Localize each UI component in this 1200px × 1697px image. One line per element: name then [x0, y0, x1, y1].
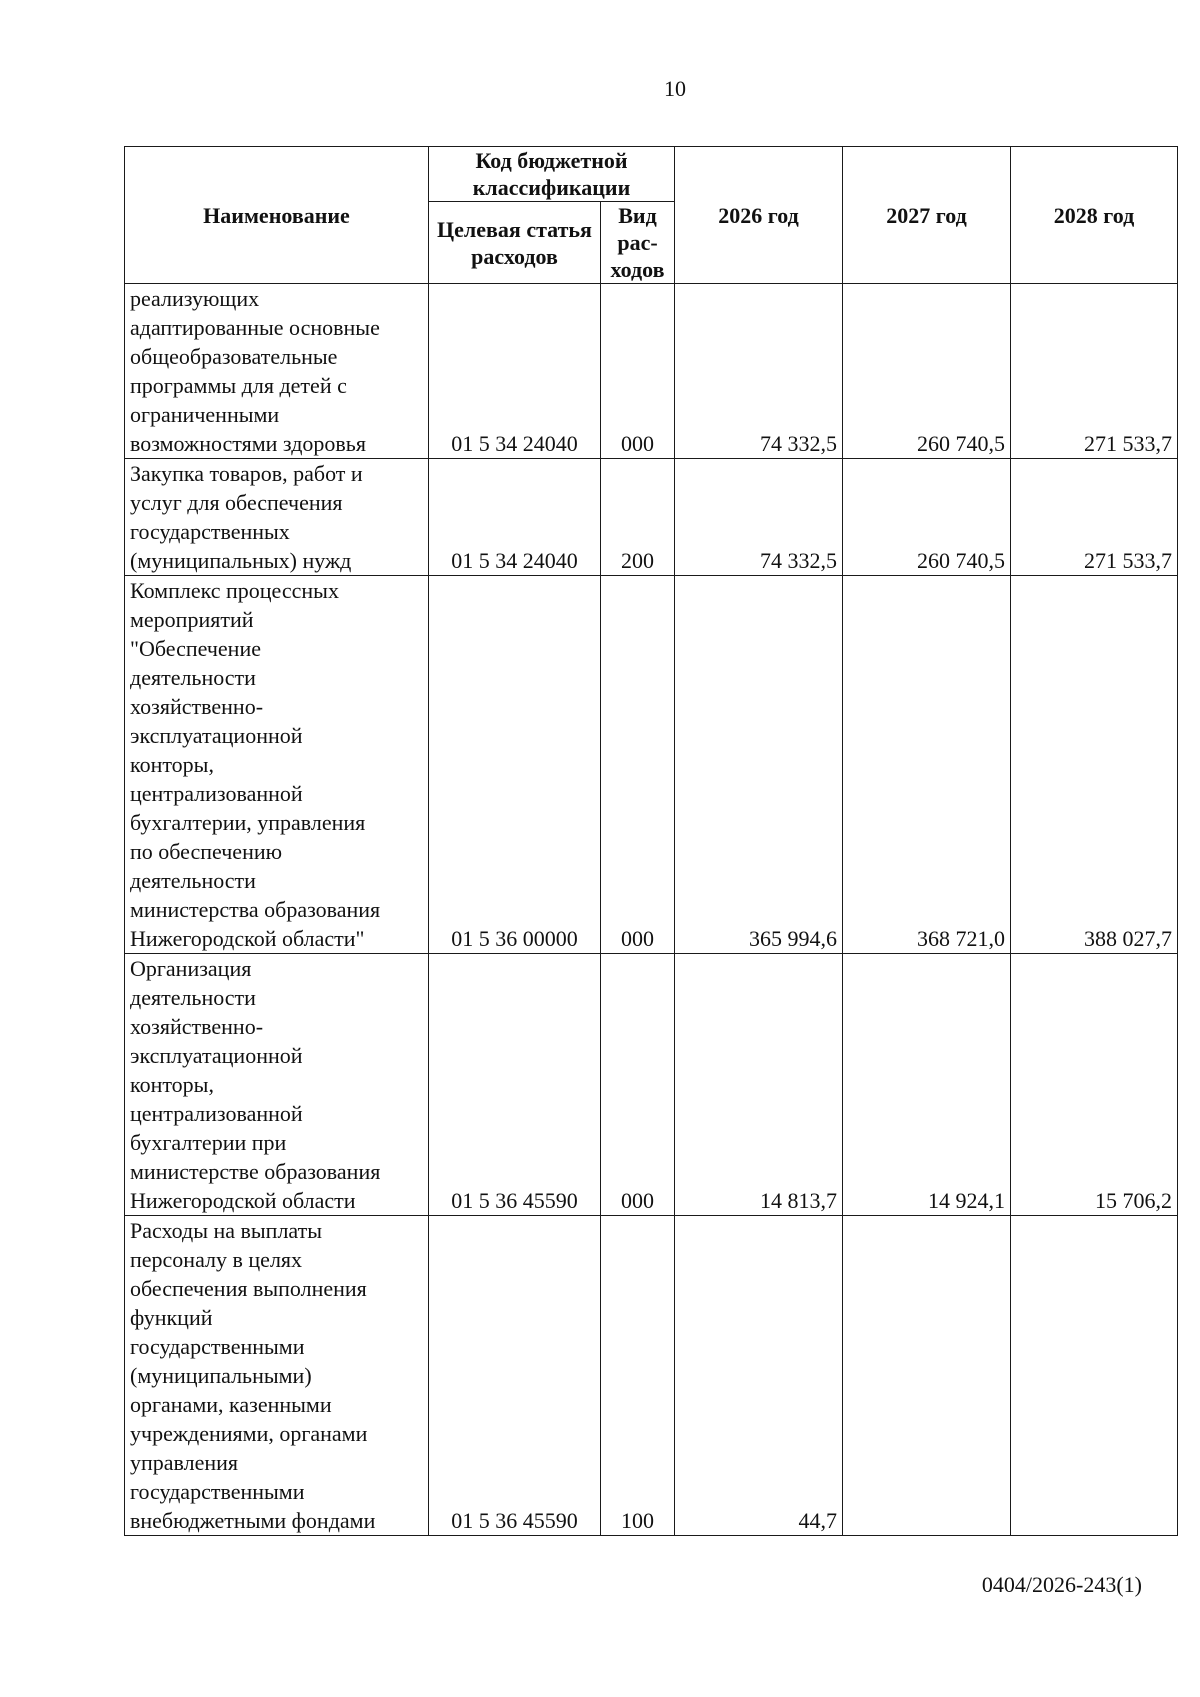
row-expense-type: 200 — [601, 459, 675, 576]
row-expense-type: 000 — [601, 284, 675, 459]
document-number: 0404/2026-243(1) — [981, 1572, 1142, 1597]
row-target-article: 01 5 34 24040 — [429, 284, 601, 459]
row-target-article: 01 5 36 45590 — [429, 954, 601, 1216]
row-2027: 14 924,1 — [843, 954, 1011, 1216]
row-target-article: 01 5 34 24040 — [429, 459, 601, 576]
header-2026: 2026 год — [675, 147, 843, 284]
row-2028 — [1011, 1216, 1178, 1536]
row-2027: 260 740,5 — [843, 284, 1011, 459]
header-budget-code: Код бюджетной классификации — [429, 147, 675, 202]
row-expense-type: 000 — [601, 954, 675, 1216]
row-2027 — [843, 1216, 1011, 1536]
page-number: 10 — [664, 76, 686, 101]
row-expense-type: 000 — [601, 576, 675, 954]
table-row — [125, 459, 1178, 576]
row-2027: 260 740,5 — [843, 459, 1011, 576]
header-target-article: Целевая статья расходов — [429, 202, 601, 284]
row-2027: 368 721,0 — [843, 576, 1011, 954]
header-name: Наименование — [125, 147, 429, 284]
row-2028: 388 027,7 — [1011, 576, 1178, 954]
header-row-top — [125, 147, 1178, 202]
row-name: Закупка товаров, работ и услуг для обеспечения государственных (муниципальных) нужд — [125, 459, 429, 576]
row-2026: 74 332,5 — [675, 284, 843, 459]
table-row — [125, 1216, 1178, 1536]
row-2026: 74 332,5 — [675, 459, 843, 576]
header-2028: 2028 год — [1011, 147, 1178, 284]
table-row — [125, 576, 1178, 954]
row-name: Организация деятельности хозяйственно- эксплуатационной конторы, централизованной бухгалтерии при министерстве образования Нижегородской области — [125, 954, 429, 1216]
row-name: Расходы на выплаты персоналу в целях обеспечения выполнения функций государственными (муниципальными) органами, казенными учреждениями, органами управления государственными внебюджетными фондами — [125, 1216, 429, 1536]
table-row — [125, 954, 1178, 1216]
header-expense-type: Вид рас-ходов — [601, 202, 675, 284]
row-2026: 44,7 — [675, 1216, 843, 1536]
row-name: Комплекс процессных мероприятий "Обеспечение деятельности хозяйственно- эксплуатационной конторы, централизованной бухгалтерии, управления по обеспечению деятельности министерства образования Нижегородской области" — [125, 576, 429, 954]
row-2028: 271 533,7 — [1011, 284, 1178, 459]
row-target-article: 01 5 36 00000 — [429, 576, 601, 954]
row-2026: 365 994,6 — [675, 576, 843, 954]
table-row — [125, 284, 1178, 459]
row-expense-type: 100 — [601, 1216, 675, 1536]
row-2028: 15 706,2 — [1011, 954, 1178, 1216]
header-2027: 2027 год — [843, 147, 1011, 284]
row-target-article: 01 5 36 45590 — [429, 1216, 601, 1536]
budget-table — [124, 146, 1178, 1536]
row-2028: 271 533,7 — [1011, 459, 1178, 576]
row-2026: 14 813,7 — [675, 954, 843, 1216]
row-name: реализующих адаптированные основные общеобразовательные программы для детей с ограниченными возможностями здоровья — [125, 284, 429, 459]
